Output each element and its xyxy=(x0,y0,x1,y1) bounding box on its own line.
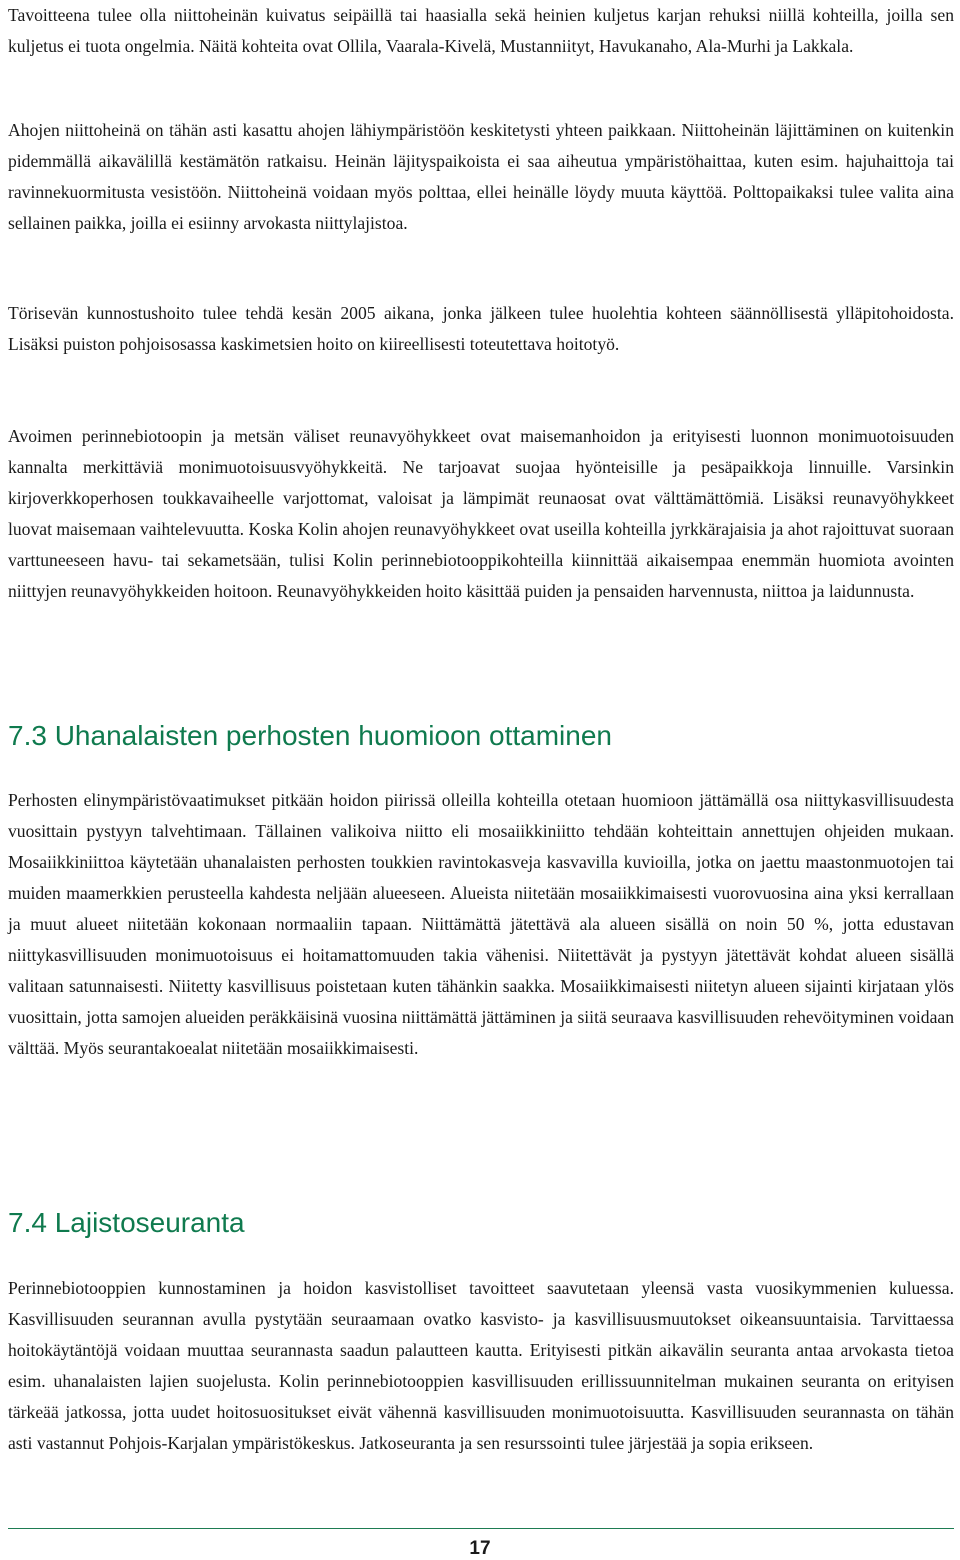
paragraph-edge-zones: Avoimen perinnebiotoopin ja metsän väliset reunavyöhykkeet ovat maisemanhoidon ja erityisesti luonnon monimuotoisuuden kannalta merkittäviä monimuotoisuusvyöhykkeitä. Ne tarjoavat suojaa hyönteisille ja pesäpaikkoja linnuille. Varsinkin kirjoverkkoperhosen toukkavaiheelle varjottomat, valoisat ja lämpimät reunaosat ovat välttämättömiä. Lisäksi reunavyöhykkeet luovat maisemaan vaihtelevuutta. Koska Kolin ahojen reunavyöhykkeet ovat useilla kohteilla jyrkkärajaisia ja ahot rajoittuvat suoraan varttuneeseen havu- tai sekametsään, tulisi Kolin perinnebiotooppikohteilla kiinnittää aikaisempaa enemmän huomiota avointen niittyjen reunavyöhykkeiden hoitoon. Reunavyöhykkeiden hoito käsittää puiden ja pensaiden harvennusta, niittoa ja laidunnusta. xyxy=(8,426,954,601)
section-heading-7-4: 7.4 Lajistoseuranta xyxy=(8,1207,245,1238)
paragraph-hay-drying: Tavoitteena tulee olla niittoheinän kuivatus seipäillä tai haasialla sekä heinien kuljetus karjan rehuksi niillä kohteilla, joilla sen kuljetus ei tuota ongelmia. Näitä kohteita ovat Ollila, Vaarala-Kivelä, Mustanniityt, Havukanaho, Ala-Murhi ja Lakkala. xyxy=(8,5,954,56)
paragraph-species-monitoring: Perinnebiotooppien kunnostaminen ja hoidon kasvistolliset tavoitteet saavutetaan yleensä vasta vuosikymmenien kuluessa. Kasvillisuuden seurannan avulla pystytään seuraamaan ovatko kasvisto- ja kasvillisuusmuutokset oikeansuuntaisia. Tarvittaessa hoitokäytäntöjä voidaan muuttaa seurannasta saadun palautteen kautta. Erityisesti pitkän aikavälin seuranta antaa arvokasta tietoa esim. uhanalaisten lajien suojelusta. Kolin perinnebiotooppien kasvillisuuden erillissuunnitelman mukainen seuranta on erityisen tärkeää jatkossa, jotta uudet hoitosuositukset eivät vähennä kasvillisuuden monimuotoisuutta. Kasvillisuuden seurannasta on tähän asti vastannut Pohjois-Karjalan ympäristökeskus. Jatkoseuranta ja sen resurssointi tulee järjestää ja sopia erikseen. xyxy=(8,1278,954,1453)
section-heading-7-3: 7.3 Uhanalaisten perhosten huomioon ottaminen xyxy=(8,720,612,751)
page-number: 17 xyxy=(469,1538,491,1559)
paragraph-butterflies: Perhosten elinympäristövaatimukset pitkään hoidon piirissä olleilla kohteilla otetaan huomioon jättämällä osa niittykasvillisuudesta vuosittain pystyyn talvehtimaan. Tällainen valikoiva niitto eli mosaiikkiniitto tehdään kohteittain annettujen ohjeiden mukaan. Mosaiikkiniittoa käytetään uhanalaisten perhosten toukkien ravintokasveja kasvavilla kuvioilla, jotka on jaettu maastonmuotojen tai muiden maamerkkien perusteella kahdesta neljään alueeseen. Alueista niitetään mosaiikkimaisesti vuorovuosina aina yksi kerrallaan ja muut alueet niitetään kokonaan normaaliin tapaan. Niittämättä jätettävä ala alueen sisällä on noin 50 %, jotta edustavan niittykasvillisuuden monimuotoisuus ei hoitamattomuuden takia vähenisi. Niitettävät ja pystyyn jätettävät kohdat alueen sisällä valitaan satunnaisesti. Niitetty kasvillisuus poistetaan kuten tähänkin saakka. Mosaiikkimaisesti niitetyn alueen sijainti kirjataan ylös vuosittain, jotta samojen alueiden peräkkäisinä vuosina niittämättä jättäminen ja siitä seuraava kasvillisuuden rehevöityminen voidaan välttää. Myös seurantakoealat niitetään mosaiikkimaisesti. xyxy=(8,790,954,1058)
paragraph-torisevan-restoration: Törisevän kunnostushoito tulee tehdä kesän 2005 aikana, jonka jälkeen tulee huolehtia kohteen säännöllisestä ylläpitohoidosta. Lisäksi puiston pohjoisosassa kaskimetsien hoito on kiireellisesti toteutettava hoitotyö. xyxy=(8,303,954,354)
paragraph-hay-piling: Ahojen niittoheinä on tähän asti kasattu ahojen lähiympäristöön keskitetysti yhteen paikkaan. Niittoheinän läjittäminen on kuitenkin pidemmällä aikavälillä kestämätön ratkaisu. Heinän läjityspaikoista ei saa aiheutua ympäristöhaittaa, kuten esim. hajuhaittoja tai ravinnekuormitusta vesistöön. Niittoheinä voidaan myös polttaa, ellei heinälle löydy muuta käyttöä. Polttopaikaksi tulee valita aina sellainen paikka, joilla ei esiinny arvokasta niittylajistoa. xyxy=(8,120,954,233)
footer-rule xyxy=(8,1528,954,1529)
